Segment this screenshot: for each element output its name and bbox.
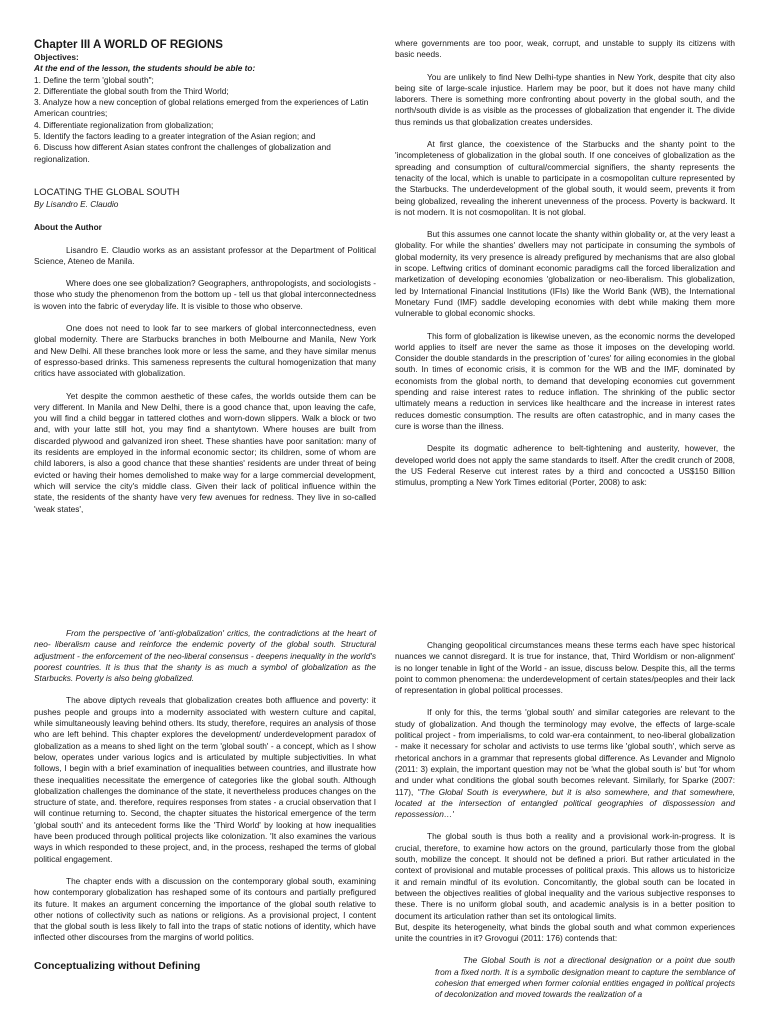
objective-item: 2. Differentiate the global south from the Third World;: [34, 85, 229, 96]
objective-item: 6. Discuss how different Asian states confront the challenges of globalization and regionalization.: [34, 142, 331, 164]
column-top-left: [34, 38, 376, 515]
chapter-title: Chapter III A WORLD OF REGIONS: [34, 39, 223, 51]
paragraph: One does not need to look far to see markers of global interconnectedness, even global modernity. There are Starbucks branches in both Melbourne and Manila, New York and New Delhi. All these branches look more or less the same, and they have similar menus of espresso-based drinks. This sameness represents the cultural homogenization that many critics have associated with globalization.: [34, 323, 376, 379]
objectives-list: [34, 75, 376, 165]
paragraph: But, despite its heterogeneity, what binds the global south and what common experiences unite the countries in it? Grovogui (2011: 176) contends that:: [395, 921, 735, 944]
paragraph: [395, 707, 735, 820]
block-quote: The Global South is not a directional designation or a point due south from a fixed north. It is a symbolic designation meant to capture the semblance of cohesion that emerged when former colonial entities engaged in political projects of decolonization and moved towards the realization of a: [435, 955, 735, 1000]
paragraph: Despite its dogmatic adherence to belt-tightening and austerity, however, the developed world does not apply the same standards to itself. After the credit crunch of 2008, the US Federal Reserve cut interest rates by a third and concocted a US$150 Billion stimulus, prompting a New York Times editorial (Porter, 2008) to ask:: [395, 443, 735, 488]
sparke-quote: "The Global South is everywhere, but it is also somewhere, and that somewhere, located at the intersection of entangled political geographies of dispossession and repossession…': [395, 786, 735, 820]
paragraph: Lisandro E. Claudio works as an assistant professor at the Department of Political Science, Ateneo de Manila.: [34, 244, 376, 266]
objectives-intro: At the end of the lesson, the students should be able to:: [34, 63, 256, 74]
byline: By Lisandro E. Claudio: [34, 198, 119, 209]
paragraph: The chapter ends with a discussion on the contemporary global south, examining how contemporary globalization has reshaped some of its contours and partially prefigured its future. It makes an argument concerning the importance of the global south relative to other notions of collectivity such as nations or religions. As a provisional project, I content that the global south is less likely to fall into the traps of static notions of identity, which have inflected other discourses from the margins of world politics.: [34, 875, 376, 943]
paragraph: You are unlikely to find New Delhi-type shanties in New York, despite that city also being site of large-scale injustice. Harlem may be poor, but it does not have many child laborers. There is something more confronting about poverty in the global south, and the north/south divide is as visible as the processes of globalization that engender it. The divide thus reminds us that globalization creates undersides.: [395, 71, 735, 127]
paragraph: This form of globalization is likewise uneven, as the economic norms the developed world applies to itself are never the same as those it imposes on the developing world. Consider the double standards in the prescription of 'cures' for ailing economies in the global south. In times of economic crisis, it is common for the WB and the IMF, dominated by economists from the global north, to demand that developing economies cut government spending and raise interest rates to reduce inflation. The shrinking of the public sector ultimately means a reduction in services like healthcare and the increase in interest rates reduces domestic consumption. The results are often catastrophic, and in many cases the cure is worse than the illness.: [395, 330, 735, 431]
paragraph: Changing geopolitical circumstances means these terms each have spec historical nuances we cannot disregard. It is true for instance, that, Third Worldism or non-alignment' is no longer tenable in light of the World - an issue, discuss below. Despite this, all the terms point to common phenomena: the underdevelopment of certain states/peoples and their lack of representation in global political processes.: [395, 640, 735, 696]
paragraph: The above diptych reveals that globalization creates both affluence and poverty: it pushes people and groups into a modernity associated with western culture and capital, while simultaneously leaving behind others. Its study, therefore, requires an analysis of those who are left behind. This chapter explores the development/ underdevelopment paradox of globalization as a means to shed light on the term 'global south' - a concept, which as I show below, operates under various logics and is articulated by multiple subjectivities. In what follows, I begin with a brief examination of inequalities between countries, and illustrate how these inequalities necessitate the emergence of categories like the global south. Although globalization challenges the dominance of the state, it nevertheless produces changes on the structure of state, and. therefore, requires responses from states - a crucial observation that I will continue returning to. Second, the chapter situates the historical emergence of the term 'global south' and its antecedent forms like the 'Third World' by looking at how inequalities have been produced through political projects like colonization. 'It also examines the various ways in which responded to these project, and, in the process, reshaped the terms of global political engagement.: [34, 695, 376, 864]
section-title: LOCATING THE GLOBAL SOUTH: [34, 186, 180, 198]
paragraph: Yet despite the common aesthetic of these cafes, the worlds outside them can be very different. In Manila and New Delhi, there is a good chance that, upon leaving the cafe, you will find a child beggar in tattered clothes and worn-down slippers. Walk a block or two and, with your latte still hot, you may find a shantytown. Where houses are built from discarded plywood and galvanized iron sheet. These shanties have poor sanitation: many of its residents are employed in the informal economic sector; its children, some of whom are child laborers, is also a good chance that these shanties' residents are under threat of being evicted or having their homes demolished to make way for a large commercial development, which will service the city's middle class. Given their lack of political influence within the state, the residents of the shanty have very few avenues for redness. They live in so-called 'weak states',: [34, 390, 376, 514]
objective-item: 4. Differentiate regionalization from globalization;: [34, 119, 214, 130]
column-top-right: [395, 38, 735, 488]
paragraph: Where does one see globalization? Geographers, anthropologists, and sociologists - those who study the phenomenon from the bottom up - tell us that global interconnectedness is woven into the fabric of everyday life. It is visible to those who observe.: [34, 278, 376, 311]
paragraph: At first glance, the coexistence of the Starbucks and the shanty point to the 'incompleteness of globalization in the global south. If one conceives of globalization as the spreading and consumption of cultural/commercial signifiers, the shanty represents the tenacity of the local, which is unable to participate in a cosmopolitan culture represented by the Starbucks. The underdevelopment of the global south, it would seem, prevents it from being globalized, revealing the inherent unevenness of the process. Poverty is backward. It is not modern. It is not cosmopolitan. It is not global.: [395, 139, 735, 217]
column-bottom-right: [395, 640, 735, 1001]
objectives-heading: Objectives:: [34, 52, 79, 62]
objective-item: 1. Define the term 'global south";: [34, 74, 154, 85]
paragraph: But this assumes one cannot locate the shanty within globality or, at the very least a globality. For while the shanties' dwellers may not participate in consuming the symbols of global modernity, its very presence is already prefigured by mechanisms that are also global in scope. Leftwing critics of dominant economic paradigms call the forced liberalization and marketization of developing economies 'globalization or neo-liberalism. This globalization, led by International Financial Institutions (IFIs) like the World Bank (WB), the International Monetary Fund (IMF) saddle developing economies with debt while making them more vulnerable to global economic shocks.: [395, 229, 735, 319]
paragraph: The global south is thus both a reality and a provisional work-in-progress. It is crucial, therefore, to examine how actors on the ground, particularly those from the global south, mobilize the concept. It should not be defined a priori. But rather articulated in the context of provisional and mutable processes of political praxis. This allows us to historicize it and remain mindful of its evolution. Concomitantly, the global south can be located in between the objectives realities of global inequality and the various subjective responses to these. There is no uniform global south, and academic analysis is in a better position to document its articulation rather than set its ontological limits.: [395, 831, 735, 921]
section-heading: Conceptualizing without Defining: [34, 959, 201, 972]
column-bottom-left: [34, 628, 376, 973]
objective-item: 3. Analyze how a new conception of global relations emerged from the experiences of Latin American countries;: [34, 97, 369, 119]
objective-item: 5. Identify the factors leading to a greater integration of the Asian region; and: [34, 131, 316, 142]
paragraph: where governments are too poor, weak, corrupt, and unstable to supply its citizens with basic needs.: [395, 38, 735, 60]
paragraph-text: If only for this, the terms 'global south' and similar categories are relevant to the study of globalization. And though the terminology may evolve, the effects of large-scale political project - from imperialisms, to cold war-era containment, to neo-liberal globalization - make it necessary for scholar and activists to use terms like 'global south', which serve as rhetorical anchors in a grammar that represents global difference. As Levander and Mignolo (2011: 3) explain, the important question may not be 'what the global south is' but 'for whom and under what conditions the global south becomes relevant. Similarly, for Sparke (2007: 117),: [395, 707, 735, 797]
quote: From the perspective of 'anti-globalization' critics, the contradictions at the heart of neo- liberalism cause and reinforce the endemic poverty of the global south. Structural adjustment - the enforcement of the neo-liberal consensus - deepens inequality in the world's poorest countries. It is thus that the shanty is as much a symbol of globalization as the Starbucks. Poverty is also being globalized.: [34, 628, 376, 684]
about-author-heading: About the Author: [34, 222, 102, 233]
